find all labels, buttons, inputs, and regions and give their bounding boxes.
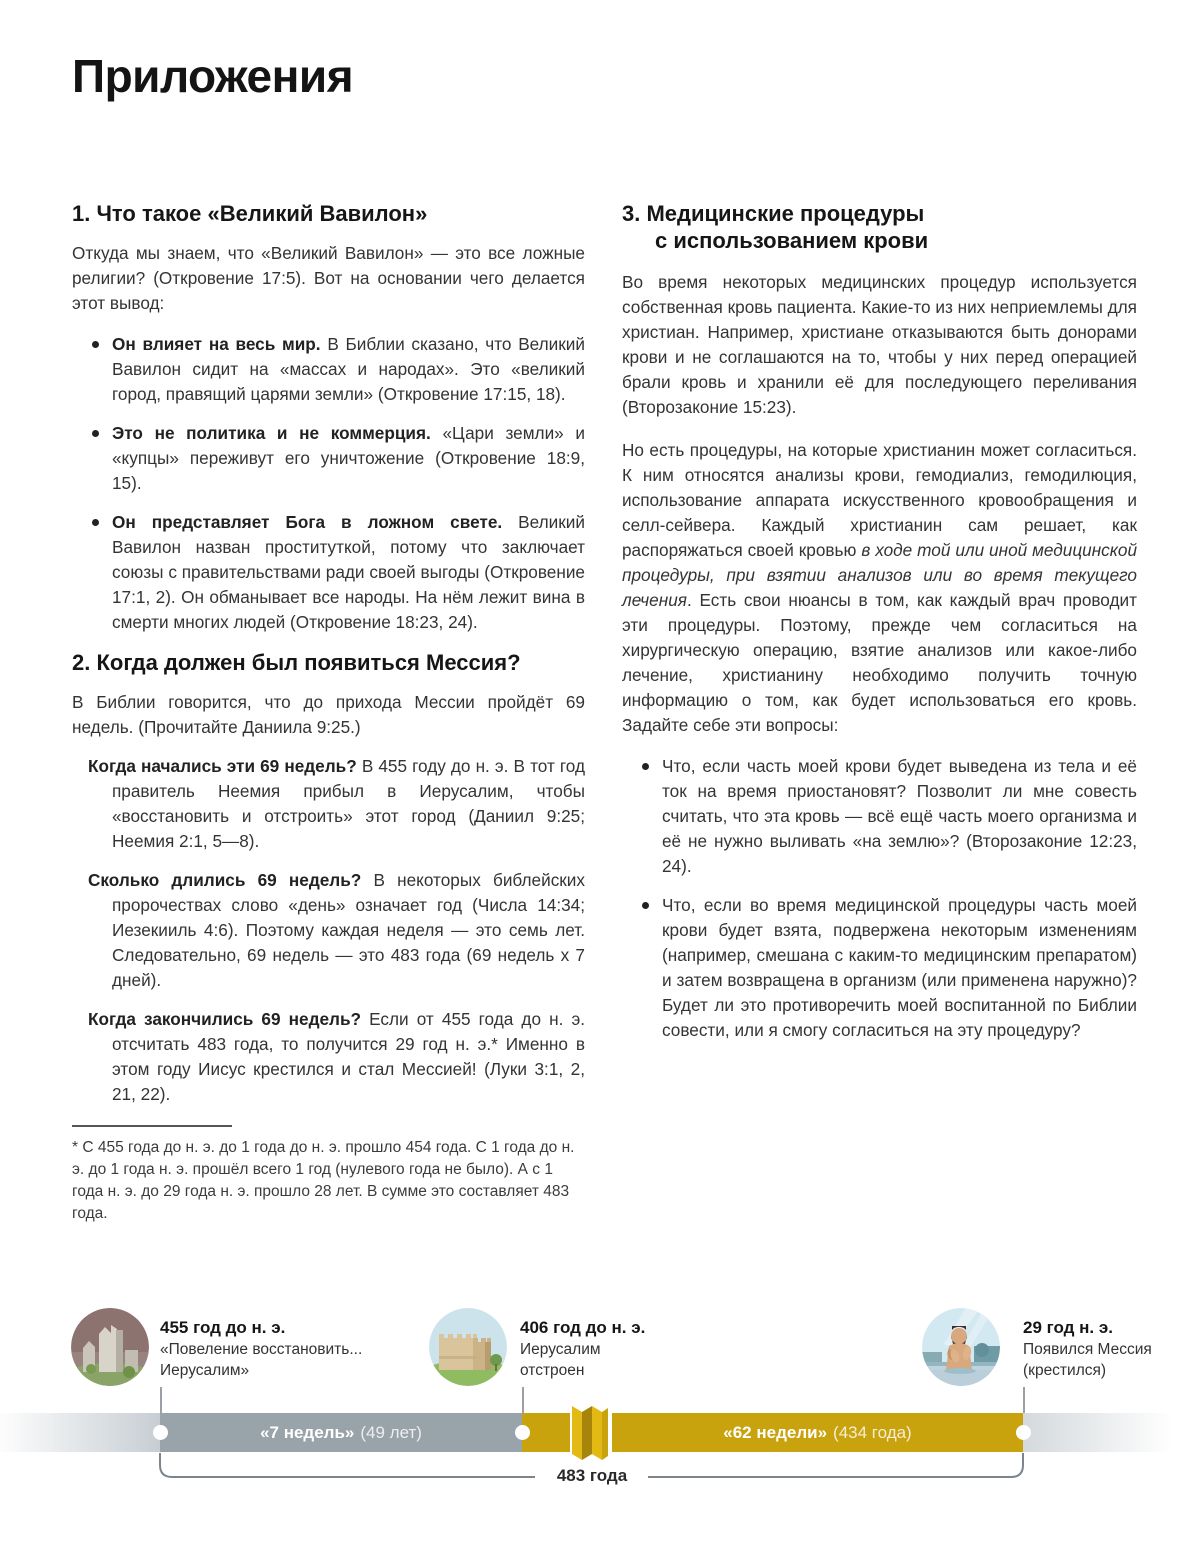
two-column-layout	[72, 200, 1137, 1225]
section3-bullet-list	[622, 754, 1137, 1043]
event-caption: Появился Мессия	[1023, 1341, 1152, 1358]
list-item: Что, если часть моей крови будет выведена из тела и её ток на время приостановят? Позволит ли мне совесть считать, что эта кровь — всё ещё часть моего организма и её не нужно выливать «на землю»? (Второзаконие 12:23, 24).	[622, 754, 1137, 879]
baptism-image	[922, 1308, 1000, 1386]
city-walls-image	[429, 1308, 507, 1386]
list-item	[72, 421, 585, 496]
page-title: Приложения	[72, 50, 354, 102]
paragraph-text: Но есть процедуры, на которые христианин может согласиться. К ним относятся анализы крови, гемодиализ, гемодилюция, использование аппарата искусственного кровообращения и селл-сейвера. Каждый христианин сам решает, как распоряжаться своей кровью	[622, 440, 1137, 560]
section3-paragraph2	[622, 438, 1137, 738]
timeline-tick	[522, 1387, 524, 1413]
section1-heading: 1. Что такое «Великий Вавилон»	[72, 201, 428, 226]
qa-lead: Когда закончились 69 недель?	[88, 1009, 362, 1029]
event-caption: отстроен	[520, 1362, 585, 1379]
footnote-text: * С 455 года до н. э. до 1 года до н. э. прошло 454 года. С 1 года до н. э. до 1 года н. э. прошёл всего 1 год (нулевого года не было). А с 1 года н. э. до 29 года н. э. прошло 28 лет. В сумме это составляет 483 года.	[72, 1139, 575, 1222]
section3-paragraph1: Во время некоторых медицинских процедур используется собственная кровь пациента. Какие-то из них неприемлемы для христиан. Например, христиане отказываются быть донорами крови и не соглашаются на то, чтобы у них перед операцией брали кровь и хранили её для последующего переливания (Второзаконие 15:23).	[622, 272, 1137, 417]
qa-text: Если от 455 года до н. э. отсчитать 483 года, то получится 29 год н. э.* Именно в этом году Иисус крестился и стал Мессией! (Луки 3:1, 2, 21, 22).	[112, 1009, 586, 1104]
qa-lead: Когда начались эти 69 недель?	[88, 756, 357, 776]
section1-bullet-list	[72, 332, 585, 635]
qa-paragraph	[72, 1007, 585, 1107]
timeline-event-455	[160, 1316, 362, 1381]
bullet-lead: Он влияет на весь мир.	[112, 334, 321, 354]
timeline-event-29	[1023, 1316, 1152, 1381]
segment-label-normal: (434 года)	[833, 1422, 912, 1442]
segment-label-normal: (49 лет)	[360, 1422, 422, 1442]
segment-label-bold: «7 недель»	[260, 1422, 355, 1442]
bullet-lead: Это не политика и не коммерция.	[112, 423, 431, 443]
paragraph-text: . Есть свои нюансы в том, как каждый врач проводит эти процедуры. Поэтому, прежде чем согласиться на хирургическую операцию, взятие анализов или какое-либо лечение, христианину необходимо получить точную информацию о том, как будет использоваться его кровь. Задайте себе эти вопросы:	[622, 590, 1137, 735]
segment-label-bold: «62 недели»	[723, 1422, 828, 1442]
qa-paragraph	[72, 754, 585, 854]
timeline-dot	[1016, 1425, 1031, 1440]
section3-heading	[622, 200, 1137, 254]
timeline-tick	[160, 1387, 162, 1413]
timeline-event-406	[520, 1316, 645, 1381]
list-item	[72, 332, 585, 407]
section3-heading-line1: 3. Медицинские процедуры	[622, 201, 925, 226]
bullet-lead: Он представляет Бога в ложном свете.	[112, 512, 503, 532]
qa-paragraph	[72, 868, 585, 993]
bullet-text: В Библии сказано, что Великий Вавилон сидит на «массах и народах». Это «великий город, правящий царями земли» (Откровение 17:15, 18).	[112, 334, 585, 404]
event-year: 29 год н. э.	[1023, 1318, 1113, 1337]
qa-text: В некоторых библейских пророчествах слово «день» означает год (Числа 14:34; Иезекииль 4:6). Поэтому каждая неделя — это семь лет. Следовательно, 69 недель — это 483 года (69 недель x 7 дней).	[112, 870, 585, 990]
section1-intro: Откуда мы знаем, что «Великий Вавилон» — это все ложные религии? (Откровение 17:5). Вот на основании чего делается этот вывод:	[72, 243, 585, 313]
timeline-dot	[153, 1425, 168, 1440]
event-caption: Иерусалим	[520, 1341, 601, 1358]
section2-intro: В Библии говорится, что до прихода Мессии пройдёт 69 недель. (Прочитайте Даниила 9:25.)	[72, 692, 585, 737]
qa-text: В 455 году до н. э. В тот год правитель Неемия прибыл в Иерусалим, чтобы «восстановить и отстроить» этот город (Даниил 9:25; Неемия 2:1, 5—8).	[112, 756, 586, 851]
event-caption: «Повеление восстановить...	[160, 1341, 363, 1358]
section2-heading: 2. Когда должен был появиться Мессия?	[72, 650, 521, 675]
qa-lead: Сколько длились 69 недель?	[88, 870, 362, 890]
left-column	[72, 200, 585, 1225]
section3-heading-line2: с использованием крови	[655, 228, 929, 253]
timeline-total-label: 483 года	[536, 1466, 648, 1486]
footnote-divider	[72, 1125, 232, 1127]
timeline-dot	[515, 1425, 530, 1440]
ruins-image	[71, 1308, 149, 1386]
right-column	[622, 200, 1137, 1225]
list-item	[72, 510, 585, 635]
list-item: Что, если во время медицинской процедуры часть моей крови будет взята, подвержена некоторым изменениям (например, смешана с каким-то медицинским препаратом) и затем возвращена в организм (или применена наружно)? Будет ли это противоречить моей воспитанной по Библии совести, или я смогу согласиться на эту процедуру?	[622, 893, 1137, 1043]
event-year: 406 год до н. э.	[520, 1318, 646, 1337]
event-caption: (крестился)	[1023, 1362, 1107, 1379]
paragraph-italic-text: в ходе той или иной медицинской процедуры, при взятии анализов или во время текущего лечения	[622, 540, 1137, 610]
event-caption: Иерусалим»	[160, 1362, 250, 1379]
bullet-text: Великий Вавилон назван проституткой, потому что заключает союзы с правительствами ради своей выгоды (Откровение 17:1, 2). Он обманывает все народы. На нём лежит вина в смерти многих людей (Откровение 18:23, 24).	[112, 512, 585, 632]
event-year: 455 год до н. э.	[160, 1318, 286, 1337]
timeline-tick	[1023, 1387, 1025, 1413]
bullet-text: «Цари земли» и «купцы» переживут его уничтожение (Откровение 18:9, 15).	[112, 423, 585, 493]
